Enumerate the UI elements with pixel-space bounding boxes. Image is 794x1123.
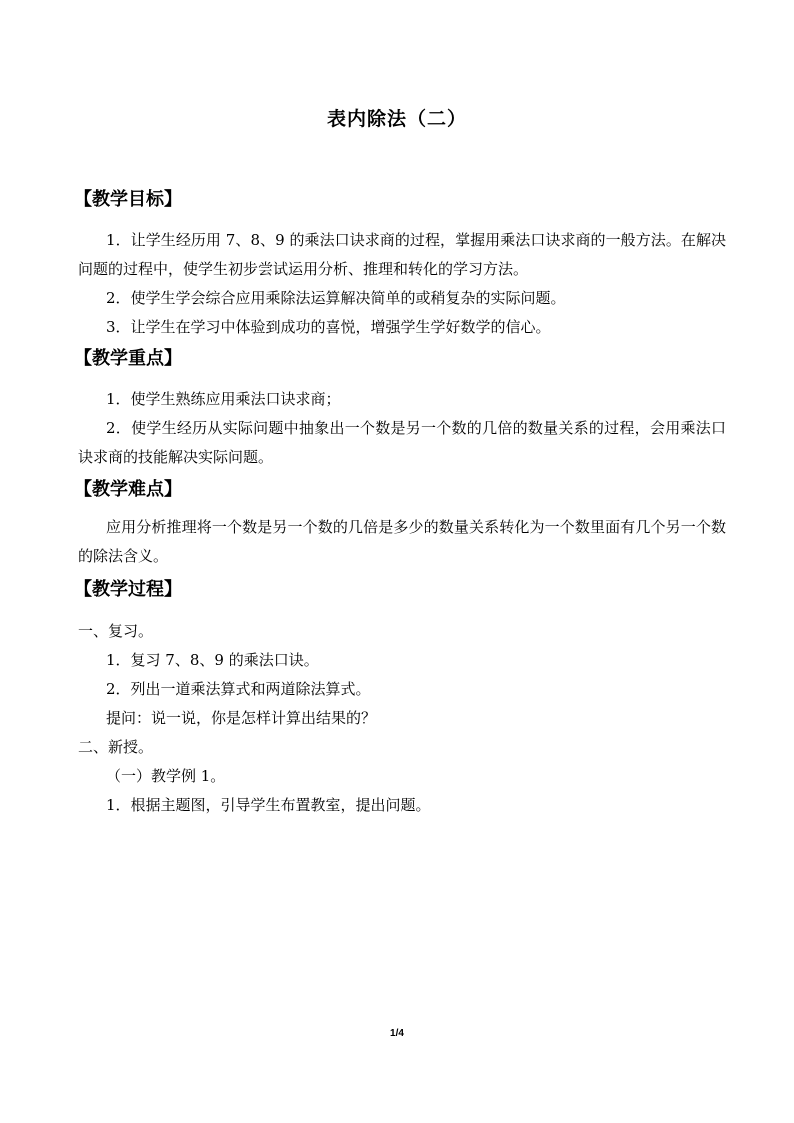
key-point-item-2: 2．使学生经历从实际问题中抽象出一个数是另一个数的几倍的数量关系的过程，会用乘法口诀求商的技能解决实际问题。: [78, 419, 726, 466]
heading-process: 【教学过程】: [74, 579, 182, 600]
difficulties-text: 应用分析推理将一个数是另一个数的几倍是多少的数量关系转化为一个数里面有几个另一个数的除法含义。: [78, 518, 726, 565]
new-lesson-title: 二、新授。: [78, 738, 154, 756]
review-question: 提问：说一说，你是怎样计算出结果的？: [106, 709, 377, 727]
review-item-1: 1．复习 7、8、9 的乘法口诀。: [106, 651, 319, 669]
example-title: （一）教学例 1。: [106, 767, 226, 785]
objective-item-1: 1．让学生经历用 7、8、9 的乘法口诀求商的过程，掌握用乘法口诀求商的一般方法。在解决问题的过程中，使学生初步尝试运用分析、推理和转化的学习方法。: [78, 231, 726, 278]
document-title: 表内除法（二）: [326, 108, 467, 130]
objective-item-2: 2．使学生学会综合应用乘除法运算解决简单的或稍复杂的实际问题。: [106, 289, 566, 307]
objective-item-3: 3．让学生在学习中体验到成功的喜悦，增强学生学好数学的信心。: [106, 318, 551, 336]
review-item-2: 2．列出一道乘法算式和两道除法算式。: [106, 680, 371, 698]
review-title: 一、复习。: [78, 622, 154, 640]
heading-difficulties: 【教学难点】: [74, 479, 182, 500]
heading-objectives: 【教学目标】: [74, 189, 182, 210]
page-number: 1/4: [390, 1028, 404, 1039]
heading-key-points: 【教学重点】: [74, 348, 182, 369]
key-point-item-1: 1．使学生熟练应用乘法口诀求商；: [106, 390, 341, 408]
example-item-1: 1．根据主题图，引导学生布置教室，提出问题。: [106, 796, 431, 814]
